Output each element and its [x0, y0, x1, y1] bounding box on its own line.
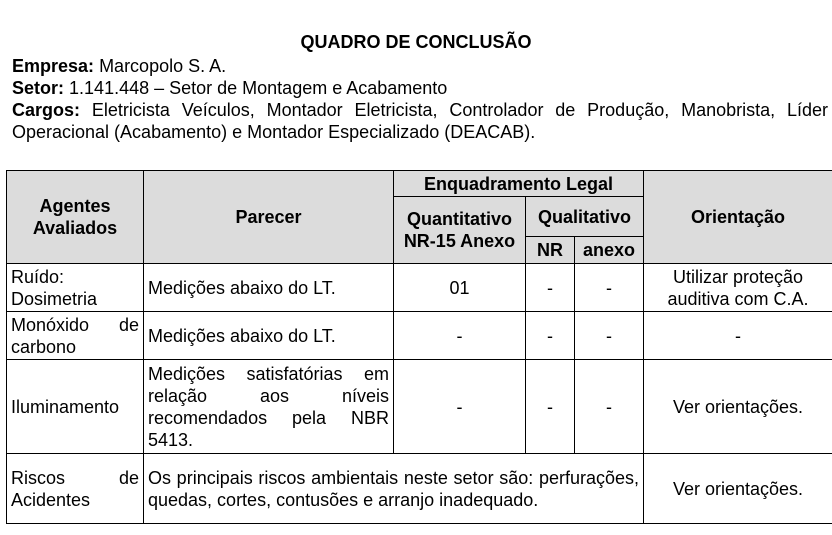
cell-orientacao: Utilizar proteção auditiva com C.A. [644, 264, 832, 312]
cell-quantitativo: - [394, 360, 526, 454]
cell-nr: - [526, 312, 575, 360]
empresa-value: Marcopolo S. A. [99, 56, 227, 76]
header-enquadramento: Enquadramento Legal [394, 171, 644, 197]
table-row [7, 264, 832, 312]
cell-parecer: Os principais riscos ambientais neste setor são: perfurações, quedas, cortes, contusões e arranjo inadequado. [144, 454, 644, 524]
setor-line [12, 77, 828, 99]
table-row [7, 312, 832, 360]
cell-anexo: - [575, 264, 644, 312]
table-row [7, 454, 832, 524]
header-parecer: Parecer [144, 171, 394, 264]
cell-parecer: Medições abaixo do LT. [144, 264, 394, 312]
cell-orientacao: - [644, 312, 832, 360]
cell-anexo: - [575, 312, 644, 360]
empresa-label: Empresa: [12, 56, 95, 76]
setor-label: Setor: [12, 78, 65, 98]
cell-anexo: - [575, 360, 644, 454]
cell-orientacao: Ver orientações. [644, 360, 832, 454]
header-row-1 [7, 171, 832, 197]
cargos-value: Eletricista Veículos, Montador Eletricista, Controlador de Produção, Manobrista, Líder Operacional (Acabamento) e Montador Especializado (DEACAB). [12, 100, 828, 142]
cell-parecer: Medições abaixo do LT. [144, 312, 394, 360]
cargos-label: Cargos: [12, 100, 81, 120]
cell-agente: Ruído: Dosimetria [7, 264, 144, 312]
cell-quantitativo: - [394, 312, 526, 360]
cell-agente: Iluminamento [7, 360, 144, 454]
cargos-line [12, 99, 828, 143]
table-row [7, 360, 832, 454]
header-quantitativo: Quantitativo NR-15 Anexo [394, 197, 526, 264]
header-orientacao: Orientação [644, 171, 832, 264]
cell-nr: - [526, 264, 575, 312]
cell-quantitativo: 01 [394, 264, 526, 312]
cell-agente: Monóxido de carbono [7, 312, 144, 360]
header-agentes: Agentes Avaliados [7, 171, 144, 264]
setor-value: 1.141.448 – Setor de Montagem e Acabamento [69, 78, 448, 98]
header-qualitativo: Qualitativo [526, 197, 644, 237]
cell-agente: Riscos de Acidentes [7, 454, 144, 524]
empresa-line [12, 55, 828, 77]
header-nr: NR [526, 237, 575, 264]
cell-orientacao: Ver orientações. [644, 454, 832, 524]
header-anexo: anexo [575, 237, 644, 264]
cell-parecer: Medições satisfatórias em relação aos níveis recomendados pela NBR 5413. [144, 360, 394, 454]
document-title: QUADRO DE CONCLUSÃO [300, 32, 532, 52]
cell-nr: - [526, 360, 575, 454]
conclusion-table [6, 170, 832, 524]
